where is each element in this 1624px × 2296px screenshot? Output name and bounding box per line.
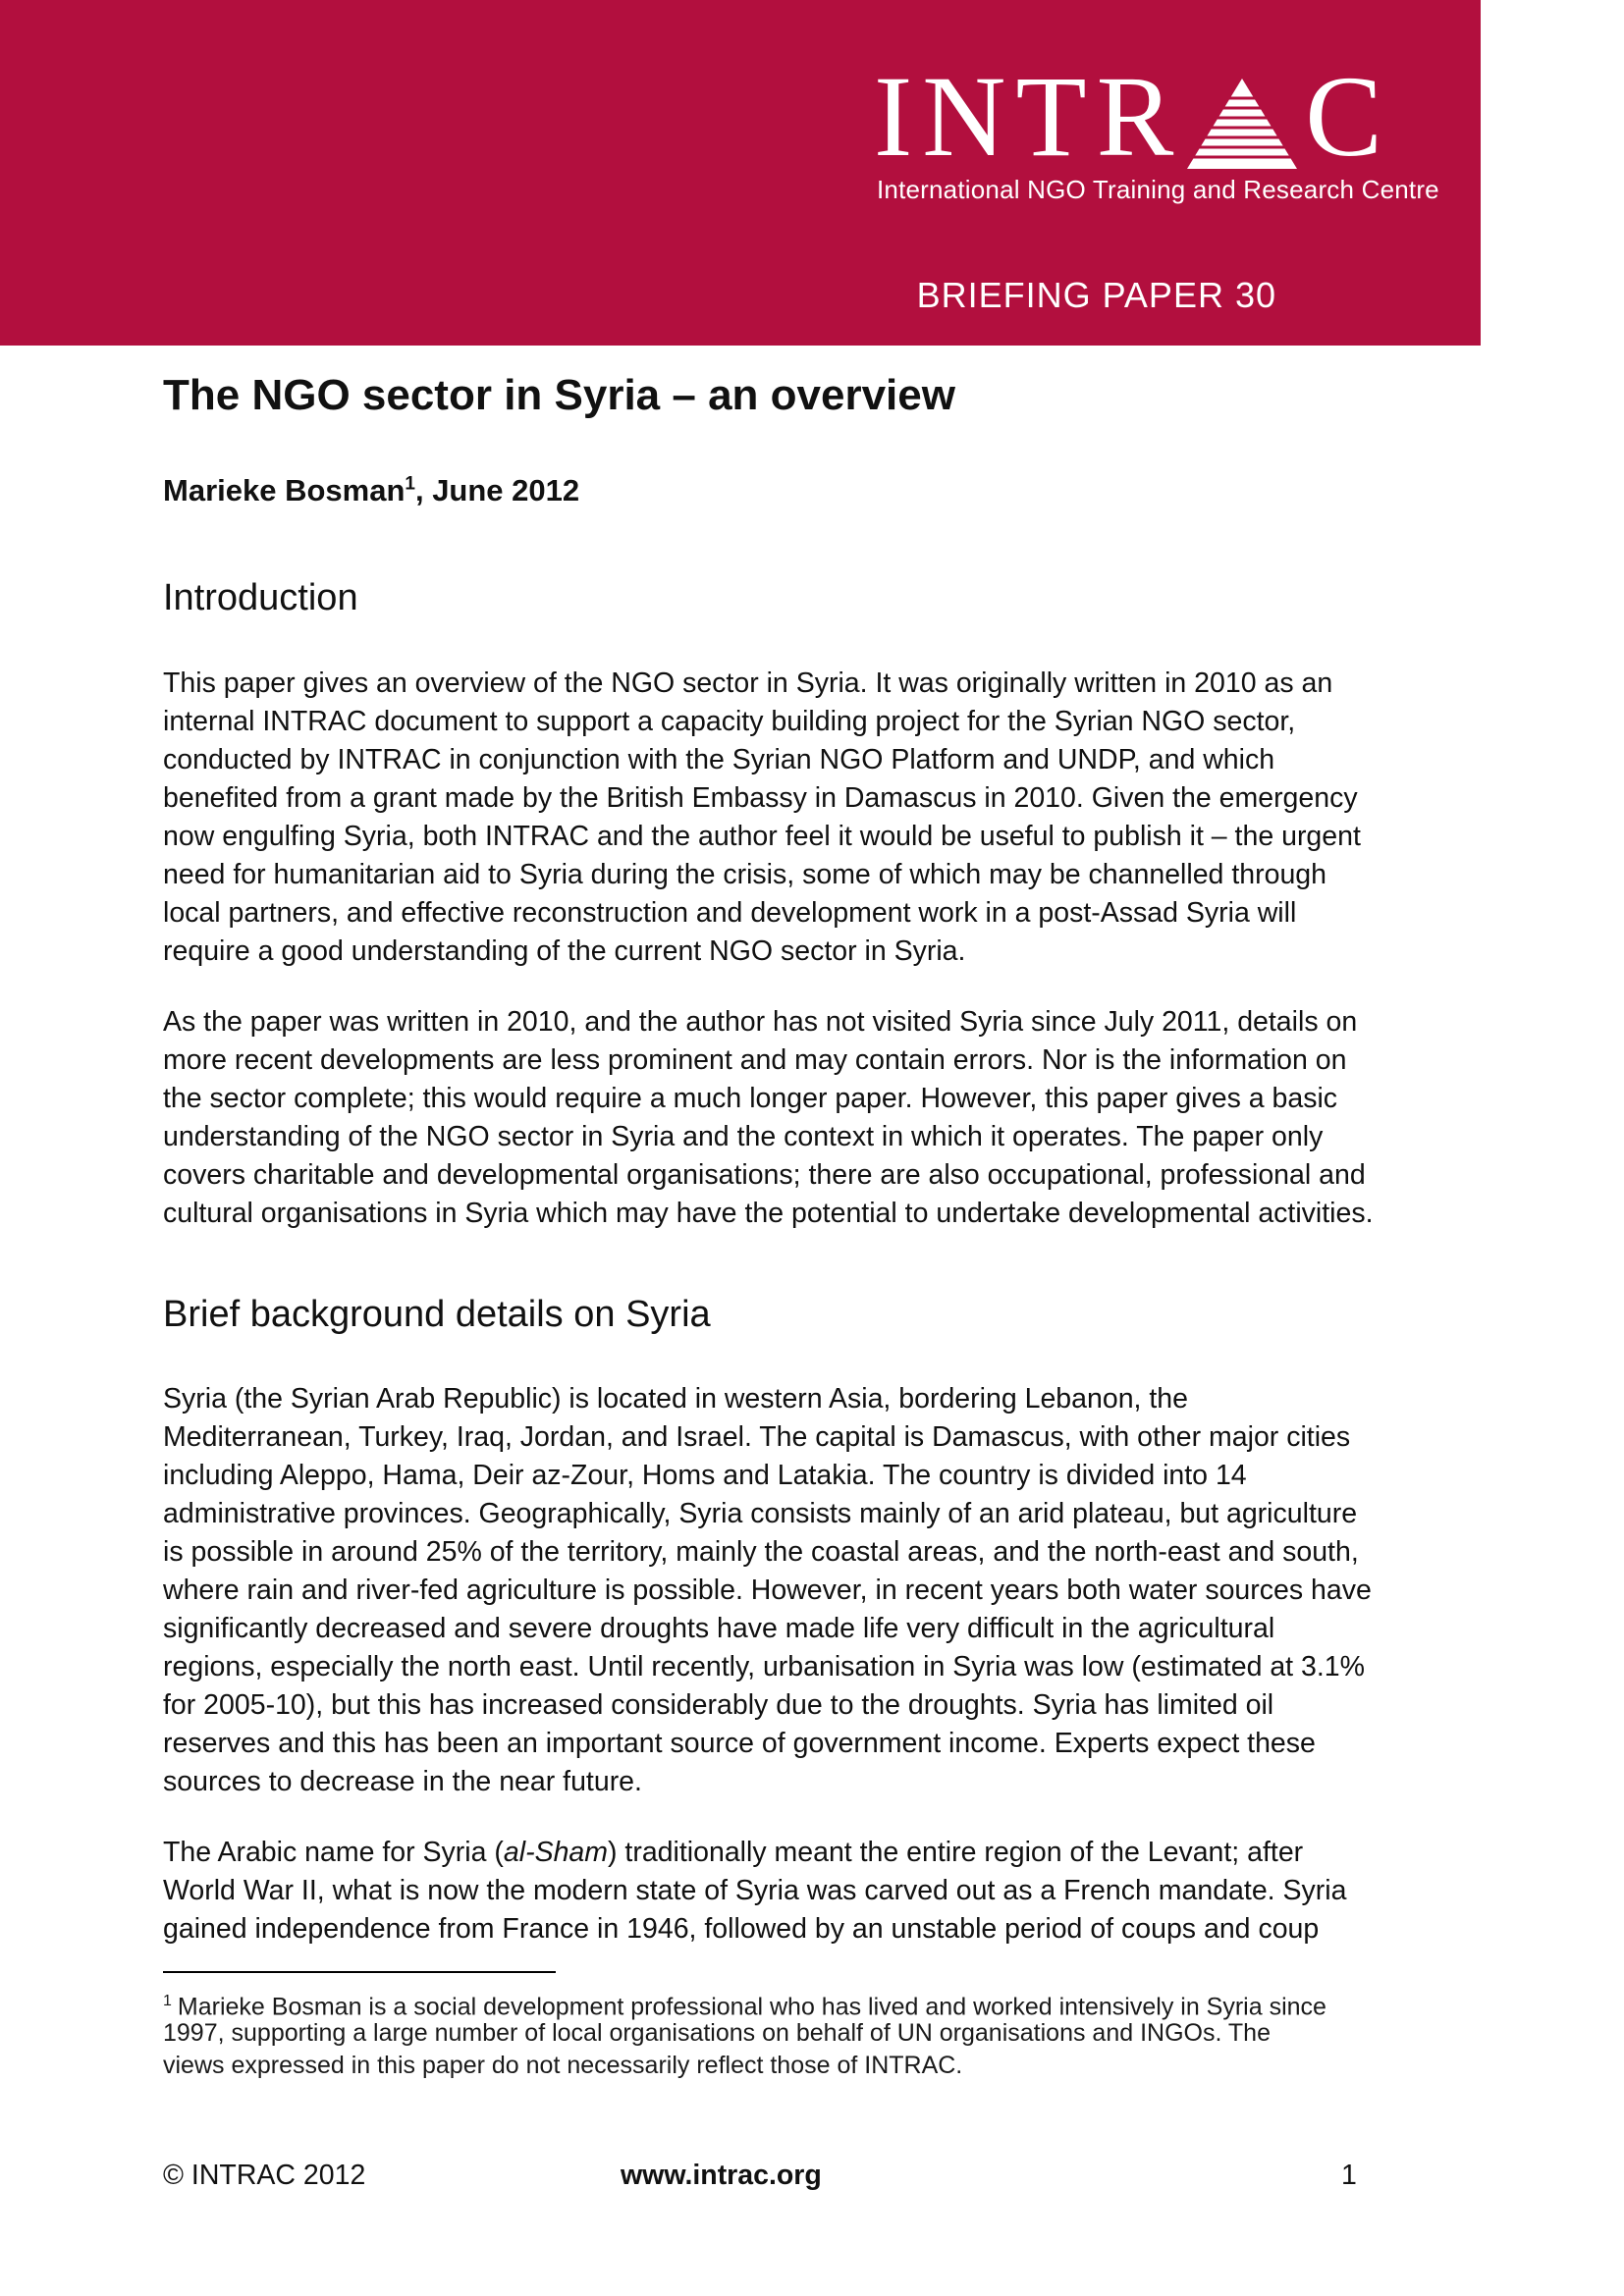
text-line: benefited from a grant made by the British Embassy in Damascus in 2010. Given the emergency (163, 782, 1358, 814)
text-line: internal INTRAC document to support a capacity building project for the Syrian NGO sector, (163, 706, 1296, 737)
publication-date: , June 2012 (414, 473, 580, 507)
text-line: As the paper was written in 2010, and the author has not visited Syria since July 2011, details on (163, 1006, 1358, 1038)
section-heading-introduction: Introduction (163, 577, 358, 618)
italic-term: al-Sham (503, 1837, 609, 1868)
text-line: sources to decrease in the near future. (163, 1766, 642, 1797)
logo-letters-left: INTR (874, 52, 1184, 181)
header-banner (0, 0, 1481, 346)
text-line: administrative provinces. Geographically, Syria consists mainly of an arid plateau, but agriculture (163, 1498, 1358, 1529)
text-line: reserves and this has been an important source of government income. Experts expect these (163, 1728, 1316, 1759)
text-line: more recent developments are less prominent and may contain errors. Nor is the information on (163, 1044, 1347, 1076)
background-paragraph-2 (163, 1834, 1479, 1949)
logo-triangle-icon (1187, 79, 1297, 169)
text-line: need for humanitarian aid to Syria during the crisis, some of which may be channelled through (163, 859, 1326, 890)
text-line: regions, especially the north east. Until recently, urbanisation in Syria was low (estimated at 3.1% (163, 1651, 1365, 1682)
text-segment: The Arabic name for Syria ( (163, 1837, 504, 1868)
text-line: require a good understanding of the current NGO sector in Syria. (163, 935, 966, 967)
text-line: Mediterranean, Turkey, Iraq, Jordan, and Israel. The capital is Damascus, with other major cities (163, 1421, 1351, 1453)
page-number: 1 (1341, 2160, 1357, 2191)
briefing-paper-label: BRIEFING PAPER 30 (916, 275, 1276, 315)
footnote-marker: 1 (163, 1993, 172, 2009)
footnote-line (163, 1985, 1326, 2021)
text-line: understanding of the NGO sector in Syria and the context in which it operates. The paper only (163, 1121, 1324, 1152)
text-line: is possible in around 25% of the territory, mainly the coastal areas, and the north-east and south, (163, 1536, 1359, 1568)
intro-paragraph-1 (163, 665, 1479, 971)
copyright: © INTRAC 2012 (163, 2160, 366, 2191)
text-line: now engulfing Syria, both INTRAC and the author feel it would be useful to publish it – the urgent (163, 821, 1361, 852)
text-line (163, 1834, 1479, 1872)
footnote-line: views expressed in this paper do not necessarily reflect those of INTRAC. (163, 2052, 963, 2079)
footnote-reference[interactable]: 1 (405, 473, 415, 495)
byline (163, 473, 579, 508)
logo-subtitle: International NGO Training and Research Centre (877, 175, 1439, 204)
intrac-logo (874, 52, 1393, 181)
text-line: World War II, what is now the modern state of Syria was carved out as a French mandate. Syria (163, 1875, 1347, 1906)
logo-letter-right: C (1305, 52, 1393, 181)
section-heading-background: Brief background details on Syria (163, 1294, 711, 1335)
text-line: significantly decreased and severe droughts have made life very difficult in the agricultural (163, 1613, 1275, 1644)
footnote-separator (163, 1971, 556, 1973)
text-line: for 2005-10), but this has increased considerably due to the droughts. Syria has limited oil (163, 1689, 1274, 1721)
footnote-line: 1997, supporting a large number of local organisations on behalf of UN organisations and INGOs. The (163, 2019, 1271, 2047)
text-line: covers charitable and developmental organisations; there are also occupational, professional and (163, 1159, 1366, 1191)
text-line: local partners, and effective reconstruction and development work in a post-Assad Syria will (163, 897, 1297, 929)
author-name: Marieke Bosman (163, 473, 406, 507)
text-line: conducted by INTRAC in conjunction with the Syrian NGO Platform and UNDP, and which (163, 744, 1275, 775)
text-line: cultural organisations in Syria which may have the potential to undertake developmental activities. (163, 1198, 1374, 1229)
text-line: Syria (the Syrian Arab Republic) is located in western Asia, bordering Lebanon, the (163, 1383, 1189, 1415)
text-line: including Aleppo, Hama, Deir az-Zour, Homs and Latakia. The country is divided into 14 (163, 1460, 1247, 1491)
text-line: the sector complete; this would require a much longer paper. However, this paper gives a basic (163, 1083, 1338, 1114)
text-line: This paper gives an overview of the NGO sector in Syria. It was originally written in 2010 as an (163, 667, 1333, 699)
intro-paragraph-2 (163, 1003, 1479, 1233)
document-title: The NGO sector in Syria – an overview (163, 371, 955, 419)
text-segment: Marieke Bosman is a social development professional who has lived and worked intensively in Syria since (177, 1993, 1326, 2021)
background-paragraph-1 (163, 1380, 1479, 1801)
text-line: gained independence from France in 1946, followed by an unstable period of coups and coup (163, 1913, 1320, 1945)
text-segment: ) traditionally meant the entire region of the Levant; after (608, 1837, 1304, 1868)
text-line: where rain and river-fed agriculture is possible. However, in recent years both water sources have (163, 1575, 1372, 1606)
website-link[interactable]: www.intrac.org (621, 2160, 822, 2191)
footnote-1 (163, 1985, 1326, 2082)
